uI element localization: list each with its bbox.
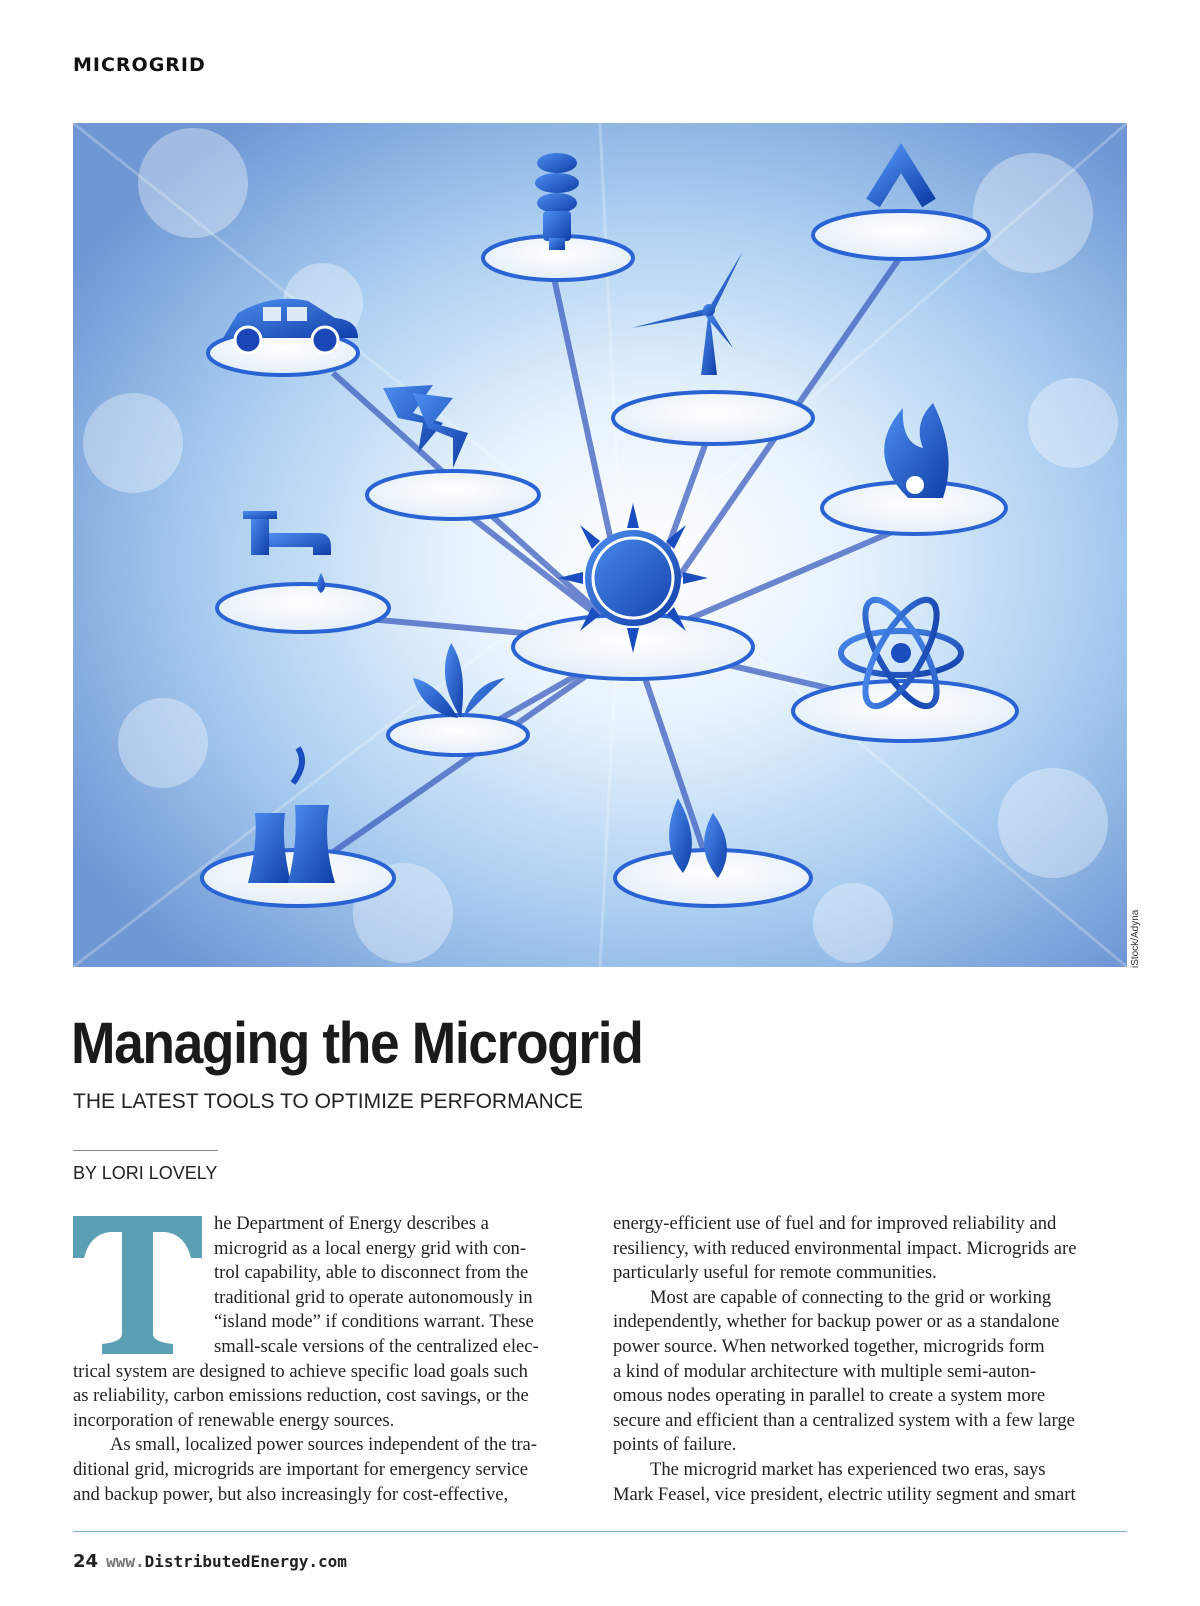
body-line: points of failure. (613, 1434, 737, 1456)
body-line: he Department of Energy describes a (214, 1213, 489, 1234)
body-line: trol capability, able to disconnect from the (214, 1262, 529, 1284)
body-line: and backup power, but also increasingly for cost-effective, (73, 1483, 509, 1505)
byline: BY LORI LOVELY (73, 1163, 218, 1183)
page-number: 24 (73, 1551, 99, 1572)
body-line: As small, localized power sources independent of the tra- (110, 1434, 537, 1456)
body-line: as reliability, carbon emissions reduction, cost savings, or the (73, 1385, 529, 1407)
byline-divider (73, 1150, 218, 1151)
body-line: omous nodes operating in parallel to create a system more (613, 1385, 1046, 1407)
footer-url-prefix[interactable]: www. (106, 1552, 145, 1571)
page-footer (73, 1551, 347, 1572)
body-line: secure and efficient than a centralized system with a few large (613, 1409, 1075, 1431)
section-label: MICROGRID (73, 54, 206, 76)
hero-illustration (73, 123, 1127, 967)
body-line: incorporation of renewable energy sources. (73, 1409, 395, 1431)
body-line: “island mode” if conditions warrant. These (214, 1311, 534, 1333)
photo-credit: iStock/Adyna (1130, 909, 1141, 968)
body-line: Mark Feasel, vice president, electric utility segment and smart (613, 1483, 1076, 1505)
footer-divider (73, 1531, 1127, 1532)
body-line: energy-efficient use of fuel and for improved reliability and (613, 1213, 1057, 1234)
body-line: independently, whether for backup power or as a standalone (613, 1311, 1060, 1333)
article-subtitle: THE LATEST TOOLS TO OPTIMIZE PERFORMANCE (73, 1090, 583, 1113)
body-line: The microgrid market has experienced two eras, says (650, 1458, 1046, 1480)
body-line: trical system are designed to achieve specific load goals such (73, 1360, 528, 1382)
body-line: power source. When networked together, microgrids form (613, 1335, 1045, 1357)
body-line: particularly useful for remote communities. (613, 1262, 937, 1284)
body-line: Most are capable of connecting to the grid or working (650, 1286, 1052, 1308)
body-line: a kind of modular architecture with multiple semi-auton- (613, 1360, 1036, 1382)
article-title: Managing the Microgrid (71, 1011, 643, 1076)
article-column-left (73, 1212, 578, 1507)
footer-url-domain[interactable]: DistributedEnergy.com (144, 1552, 347, 1571)
sun-icon (558, 503, 708, 653)
body-line: resiliency, with reduced environmental impact. Microgrids are (613, 1237, 1077, 1259)
body-line: ditional grid, microgrids are important for emergency service (73, 1458, 529, 1480)
body-line: small-scale versions of the centralized elec- (214, 1335, 539, 1357)
article-column-right (613, 1212, 1125, 1507)
body-line: microgrid as a local energy grid with con- (214, 1237, 527, 1259)
body-line: traditional grid to operate autonomously in (214, 1286, 533, 1308)
